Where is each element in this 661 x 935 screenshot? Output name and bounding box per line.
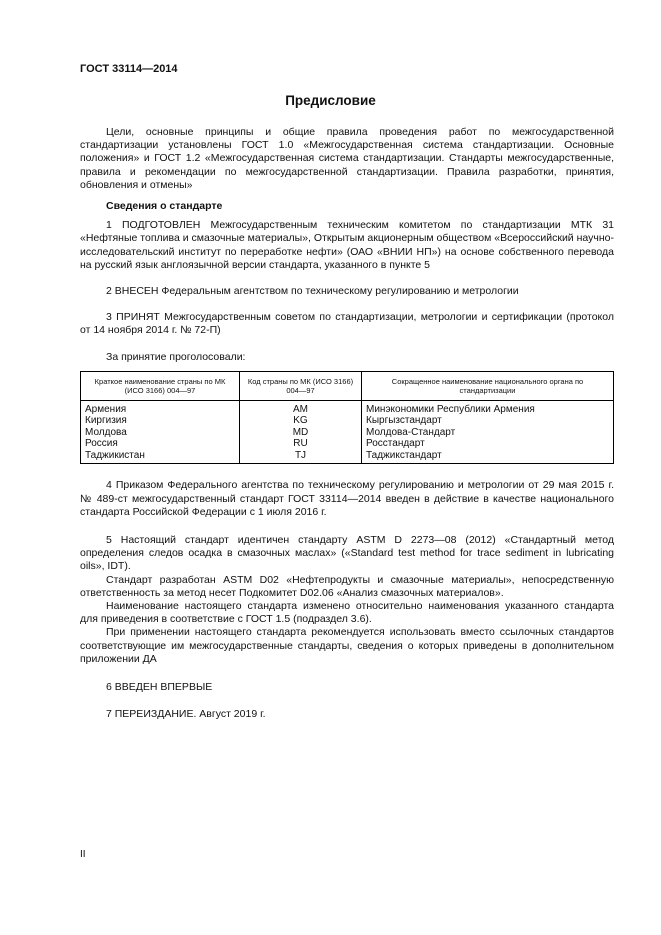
table-cell-country: Таджикистан	[81, 450, 240, 464]
item-7-paragraph: 7 ПЕРЕИЗДАНИЕ. Август 2019 г.	[106, 708, 266, 721]
table-cell-body: Молдова-Стандарт	[362, 427, 614, 439]
table-header-row	[81, 371, 614, 400]
page-title: Предисловие	[285, 93, 376, 108]
intro-paragraph: Цели, основные принципы и общие правила проведения работ по межгосударственной стандартизации установлены ГОСТ 1.0 «Межгосударственная система стандартизации. Основные положения» и ГОСТ 1.2 «Межгосударственная система стандартизации. Стандарты межгосударственные, правила и рекомендации по межгосударственной стандартизации. Правила разработки, принятия, обновления и отмены»	[80, 126, 614, 191]
table-cell-code: RU	[240, 438, 362, 450]
table-cell-code: KG	[240, 415, 362, 427]
section-subtitle: Сведения о стандарте	[106, 200, 223, 213]
table-row	[81, 438, 614, 450]
item-5-name-change-paragraph: Наименование настоящего стандарта изменено относительно наименования указанного стандарта для приведения в соответствие с ГОСТ 1.5 (подраздел 3.6).	[80, 599, 614, 626]
item-5-paragraph: 5 Настоящий стандарт идентичен стандарту ASTM D 2273—08 (2012) «Стандартный метод определения следов осадка в смазочных маслах» («Standard test method for trace sediment in lubricating oils», IDT).	[80, 533, 614, 573]
table-cell-country: Молдова	[81, 427, 240, 439]
voted-label: За принятие проголосовали:	[106, 350, 246, 363]
document-body	[80, 126, 614, 721]
voting-table	[80, 371, 614, 465]
table-row	[81, 427, 614, 439]
table-row	[81, 400, 614, 415]
table-cell-code: AM	[240, 400, 362, 415]
table-cell-code: TJ	[240, 450, 362, 464]
table-cell-body: Таджикстандарт	[362, 450, 614, 464]
table-cell-body: Росстандарт	[362, 438, 614, 450]
table-cell-body: Минэкономики Республики Армения	[362, 400, 614, 415]
table-row	[81, 450, 614, 464]
page-number: II	[80, 849, 86, 860]
table-header-country: Краткое наименование страны по МК (ИСО 3166) 004—97	[81, 371, 240, 400]
item-1-paragraph: 1 ПОДГОТОВЛЕН Межгосударственным техническим комитетом по стандартизации МТК 31 «Нефтяные топлива и смазочные материалы», Открытым акционерным обществом «Всероссийский научно-исследовательский институт по переработке нефти» (ОАО «ВНИИ НП») на основе собственного перевода на русский язык англоязычной версии стандарта, указанного в пункте 5	[80, 219, 614, 271]
item-3-paragraph: 3 ПРИНЯТ Межгосударственным советом по стандартизации, метрологии и сертификации (протокол от 14 ноября 2014 г. № 72-П)	[80, 311, 614, 337]
table-row	[81, 415, 614, 427]
table-cell-code: MD	[240, 427, 362, 439]
item-4-paragraph: 4 Приказом Федерального агентства по техническому регулированию и метрологии от 29 мая 2015 г. № 489-ст межгосударственный стандарт ГОСТ 33114—2014 введен в действие в качестве национального стандарта Российской Федерации с 1 июля 2016 г.	[80, 479, 614, 518]
item-5-references-paragraph: При применении настоящего стандарта рекомендуется использовать вместо ссылочных стандартов соответствующие им межгосударственные стандарты, сведения о которых приведены в дополнительном приложении ДА	[80, 626, 614, 665]
table-cell-country: Армения	[81, 400, 240, 415]
table-cell-body: Кыргызстандарт	[362, 415, 614, 427]
document-header: ГОСТ 33114—2014	[80, 63, 178, 75]
table-cell-country: Киргизия	[81, 415, 240, 427]
item-6-paragraph: 6 ВВЕДЕН ВПЕРВЫЕ	[106, 680, 213, 693]
item-5-developer-paragraph: Стандарт разработан ASTM D02 «Нефтепродукты и смазочные материалы», непосредственную ответственность за метод несет Подкомитет D02.06 «Анализ смазочных материалов».	[80, 573, 614, 599]
table-cell-country: Россия	[81, 438, 240, 450]
table-header-body: Сокращенное наименование национального органа по стандартизации	[362, 371, 614, 400]
table-header-code: Код страны по МК (ИСО 3166) 004—97	[240, 371, 362, 400]
item-2-paragraph: 2 ВНЕСЕН Федеральным агентством по техническому регулированию и метрологии	[106, 285, 519, 298]
